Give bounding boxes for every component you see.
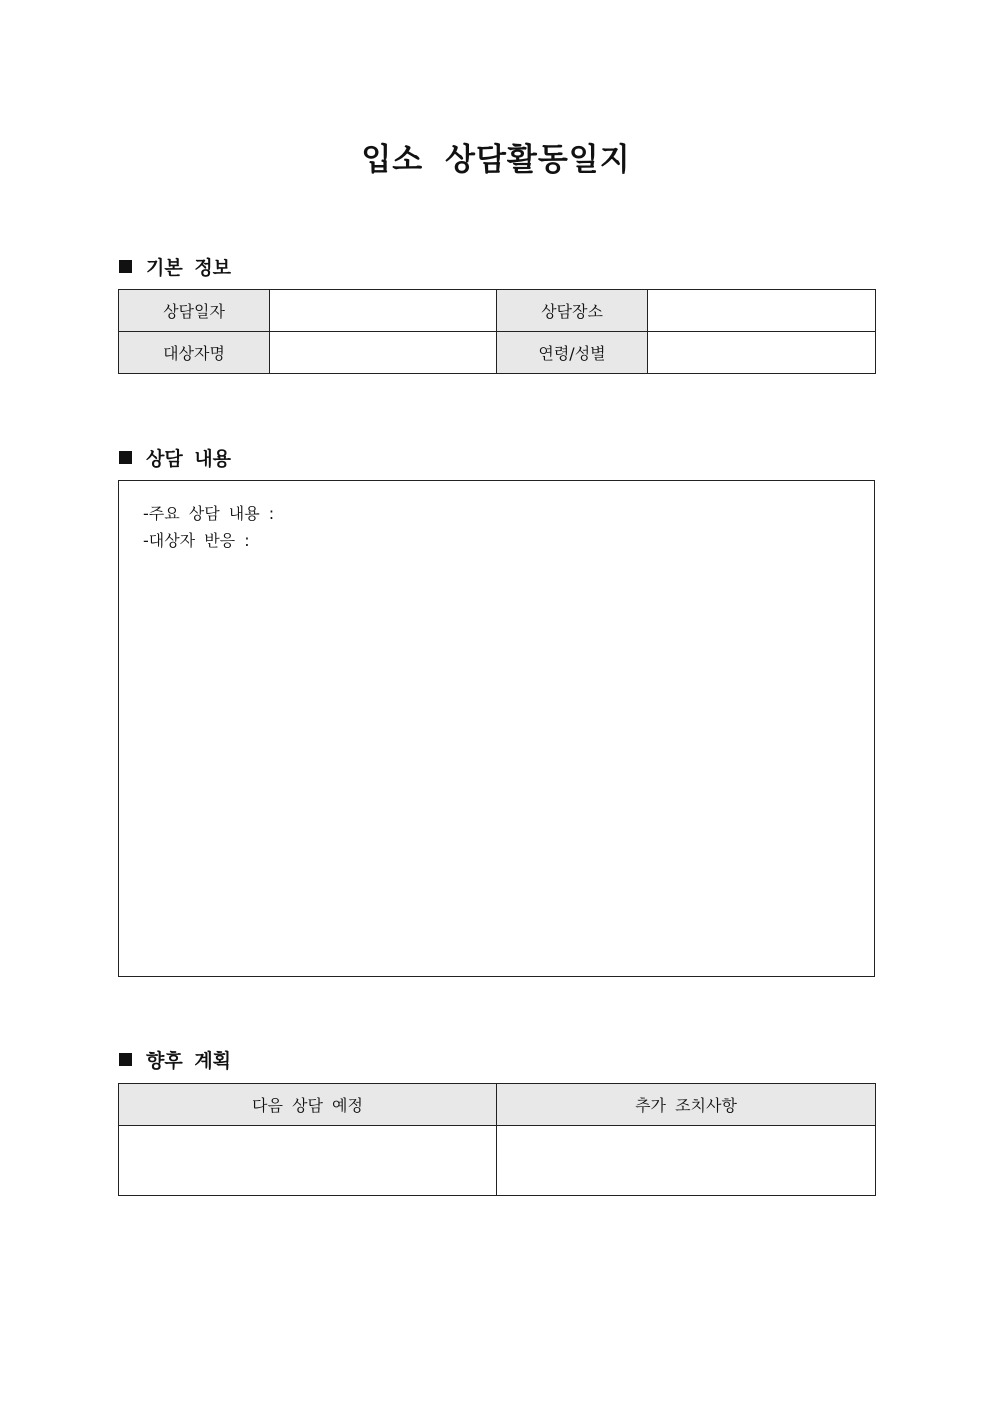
additional-action-value-cell[interactable] [497, 1126, 876, 1196]
table-row [119, 332, 876, 374]
age-gender-label: 연령/성별 [497, 332, 648, 374]
place-label: 상담장소 [497, 290, 648, 332]
next-counsel-value-cell[interactable] [119, 1126, 497, 1196]
reaction-label: -대상자 반응 : [143, 531, 250, 550]
section-heading-counsel-content [119, 444, 231, 471]
name-label: 대상자명 [119, 332, 270, 374]
table-row [119, 1084, 876, 1126]
square-bullet-icon [119, 260, 132, 273]
section-heading-label: 기본 정보 [146, 257, 232, 279]
document-title: 입소 상담활동일지 [361, 142, 631, 178]
table-row [119, 1126, 876, 1196]
section-heading-label: 향후 계획 [146, 1050, 232, 1072]
place-value-cell[interactable] [648, 290, 876, 332]
section-heading-future-plan [119, 1046, 231, 1073]
section-heading-basic-info [119, 253, 231, 280]
additional-action-label: 추가 조치사항 [497, 1084, 876, 1126]
date-value-cell[interactable] [270, 290, 497, 332]
square-bullet-icon [119, 1053, 132, 1066]
name-value-cell[interactable] [270, 332, 497, 374]
main-content-label: -주요 상담 내용 : [143, 504, 275, 523]
basic-info-table [118, 289, 876, 374]
age-gender-value-cell[interactable] [648, 332, 876, 374]
date-label: 상담일자 [119, 290, 270, 332]
next-counsel-label: 다음 상담 예정 [119, 1084, 497, 1126]
table-row [119, 290, 876, 332]
future-plan-table [118, 1083, 876, 1196]
square-bullet-icon [119, 451, 132, 464]
counsel-content-box[interactable] [118, 480, 875, 977]
section-heading-label: 상담 내용 [146, 448, 232, 470]
